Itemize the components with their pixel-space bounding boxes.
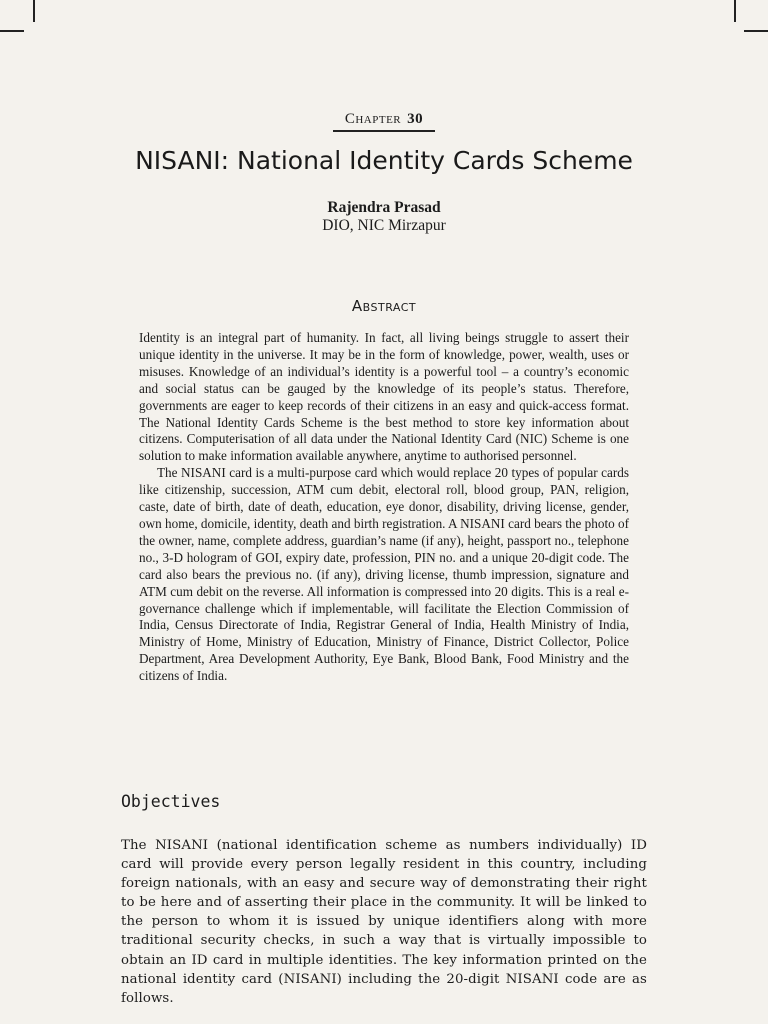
abstract-body (139, 330, 629, 685)
page-title: NISANI: National Identity Cards Scheme (135, 146, 633, 175)
abstract-paragraph-1: Identity is an integral part of humanity. In fact, all living beings struggle to assert their unique identity in the universe. It may be in the form of knowledge, power, wealth, uses or misuses. Knowledge of an individual’s identity is a powerful tool – a country’s economic and social status can be gauged by the knowledge of its people’s status. Therefore, governments are eager to keep records of their citizens in an easy and quick-access format. The National Identity Cards Scheme is the best method to store key information about citizens. Computerisation of all data under the National Identity Card (NIC) Scheme is one solution to make information available anywhere, anytime to authorised personnel. (139, 330, 629, 464)
chapter-number: 30 (407, 111, 424, 127)
crop-mark-top-left-vertical (33, 0, 35, 22)
chapter-word: Chapter (344, 111, 402, 127)
objectives-paragraph: The NISANI (national identification scheme as numbers individually) ID card will provide every person legally resident in this country, including foreign nationals, with an easy and secure way of demonstrating their right to be here and of asserting their place in the community. It will be linked to the person to whom it is issued by unique identifiers along with more traditional security checks, in such a way that is virtually impossible to obtain an ID card in multiple identities. The key information printed on the national identity card (NISANI) including the 20-digit NISANI code are as follows. (121, 838, 647, 1006)
author-name: Rajendra Prasad (327, 199, 441, 216)
objectives-heading: Objectives (121, 792, 221, 811)
abstract-paragraph-2: The NISANI card is a multi-purpose card which would replace 20 types of popular cards like citizenship, succession, ATM cum debit, electoral roll, blood group, PAN, religion, caste, date of birth, date of death, education, eye donor, disability, driving license, gender, own home, domicile, identity, death and birth registration. A NISANI card bears the photo of the owner, name, complete address, guardian’s name (if any), height, passport no., telephone no., 3-D hologram of GOI, expiry date, profession, PIN no. and a unique 20-digit code. The card also bears the previous no. (if any), driving license, thumb impression, signature and ATM cum debit on the reverse. All information is compressed into 20 digits. This is a real e-governance challenge which if implementable, will facilitate the Election Commission of India, Census Directorate of India, Registrar General of India, Health Ministry of India, Ministry of Home, Ministry of Education, Ministry of Finance, District Collector, Police Department, Area Development Authority, Eye Bank, Blood Bank, Food Ministry and the citizens of India. (139, 465, 629, 684)
crop-mark-top-left-horizontal (0, 30, 24, 32)
chapter-label (0, 111, 768, 132)
crop-mark-top-right-horizontal (744, 30, 768, 32)
author-affiliation: DIO, NIC Mirzapur (322, 217, 446, 234)
crop-mark-top-right-vertical (734, 0, 736, 22)
abstract-heading: Abstract (351, 297, 417, 315)
